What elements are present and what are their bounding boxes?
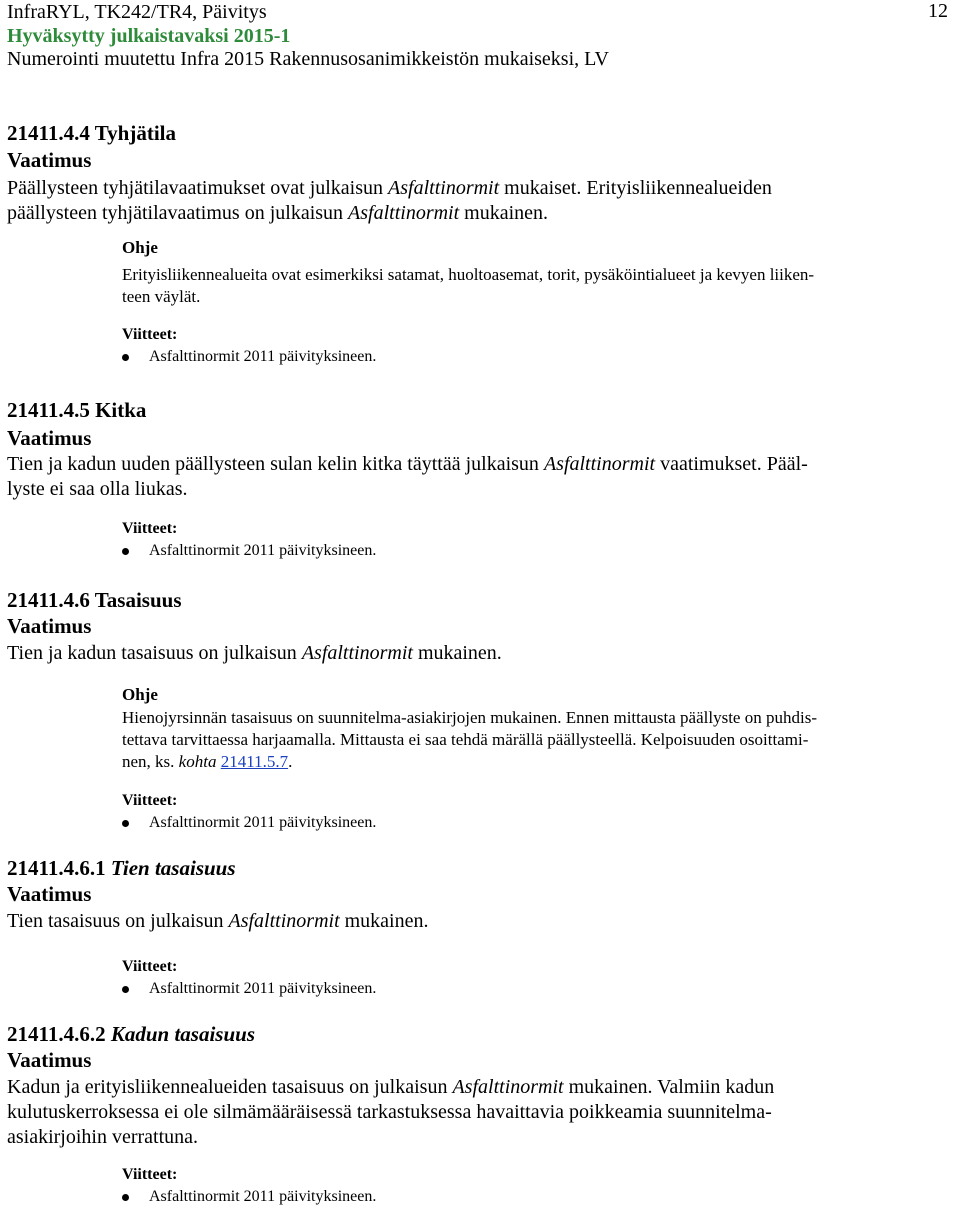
bullet-icon — [122, 354, 129, 361]
section-heading-kadun-tasaisuus: 21411.4.6.2 Kadun tasaisuus — [7, 1022, 256, 1046]
requirement-label: Vaatimus — [7, 882, 92, 906]
reference-item: Asfalttinormit 2011 päivityksineen. — [122, 980, 376, 998]
bullet-icon — [122, 1194, 129, 1201]
requirement-label: Vaatimus — [7, 148, 92, 172]
requirement-text-line: lyste ei saa olla liukas. — [7, 478, 188, 500]
guide-label: Ohje — [122, 238, 158, 257]
requirement-text-line: Päällysteen tyhjätilavaatimukset ovat julkaisun Asfalttinormit mukaiset. Erityisliikennealueiden — [7, 177, 772, 199]
section-heading-tyhjatila: 21411.4.4 Tyhjätila — [7, 121, 176, 145]
requirement-text-line: Tien ja kadun tasaisuus on julkaisun Asfalttinormit mukainen. — [7, 642, 502, 664]
references-label: Viitteet: — [122, 326, 178, 343]
requirement-text-line: Tien tasaisuus on julkaisun Asfalttinormit mukainen. — [7, 910, 429, 932]
references-label: Viitteet: — [122, 1166, 178, 1183]
bullet-icon — [122, 986, 129, 993]
section-heading-tien-tasaisuus: 21411.4.6.1 Tien tasaisuus — [7, 856, 236, 880]
requirement-label: Vaatimus — [7, 426, 92, 450]
requirement-text-line: päällysteen tyhjätilavaatimus on julkaisun Asfalttinormit mukainen. — [7, 202, 549, 224]
reference-item: Asfalttinormit 2011 päivityksineen. — [122, 542, 376, 560]
guide-text-line: nen, ks. kohta 21411.5.7. — [122, 752, 293, 771]
guide-text-line: teen väylät. — [122, 287, 201, 306]
section-heading-tasaisuus: 21411.4.6 Tasaisuus — [7, 588, 182, 612]
reference-item: Asfalttinormit 2011 päivityksineen. — [122, 348, 376, 366]
section-link-21411-5-7[interactable]: 21411.5.7 — [220, 752, 289, 771]
guide-text-line: tettava tarvittaessa harjaamalla. Mittausta ei saa tehdä märällä päällysteellä. Kelpoisuuden osoittami- — [122, 730, 809, 749]
guide-text-line: Hienojyrsinnän tasaisuus on suunnitelma-asiakirjojen mukainen. Ennen mittausta päällyste on puhdis- — [122, 708, 817, 727]
section-heading-kitka: 21411.4.5 Kitka — [7, 398, 147, 422]
references-label: Viitteet: — [122, 958, 178, 975]
guide-text-line: Erityisliikennealueita ovat esimerkiksi satamat, huoltoasemat, torit, pysäköintialueet ja kevyen liiken- — [122, 265, 815, 284]
header-numbering-note: Numerointi muutettu Infra 2015 Rakennusosanimikkeistön mukaiseksi, LV — [7, 48, 609, 70]
header-line-1: InfraRYL, TK242/TR4, Päivitys — [7, 1, 267, 23]
header-approval-line: Hyväksytty julkaistavaksi 2015-1 — [7, 25, 291, 47]
requirement-text-line: asiakirjoihin verrattuna. — [7, 1126, 199, 1148]
requirement-label: Vaatimus — [7, 614, 92, 638]
reference-item: Asfalttinormit 2011 päivityksineen. — [122, 814, 376, 832]
bullet-icon — [122, 548, 129, 555]
requirement-text-line: Tien ja kadun uuden päällysteen sulan kelin kitka täyttää julkaisun Asfalttinormit vaatimukset. Pääl- — [7, 453, 808, 475]
requirement-text-line: Kadun ja erityisliikennealueiden tasaisuus on julkaisun Asfalttinormit mukainen. Valmiin kadun — [7, 1076, 775, 1098]
guide-label: Ohje — [122, 685, 158, 704]
references-label: Viitteet: — [122, 792, 178, 809]
references-label: Viitteet: — [122, 520, 178, 537]
reference-item: Asfalttinormit 2011 päivityksineen. — [122, 1188, 376, 1206]
bullet-icon — [122, 820, 129, 827]
requirement-label: Vaatimus — [7, 1048, 92, 1072]
page-number: 12 — [928, 0, 948, 22]
requirement-text-line: kulutuskerroksessa ei ole silmämääräisessä tarkastuksessa havaittavia poikkeamia suunnitelma- — [7, 1101, 772, 1123]
